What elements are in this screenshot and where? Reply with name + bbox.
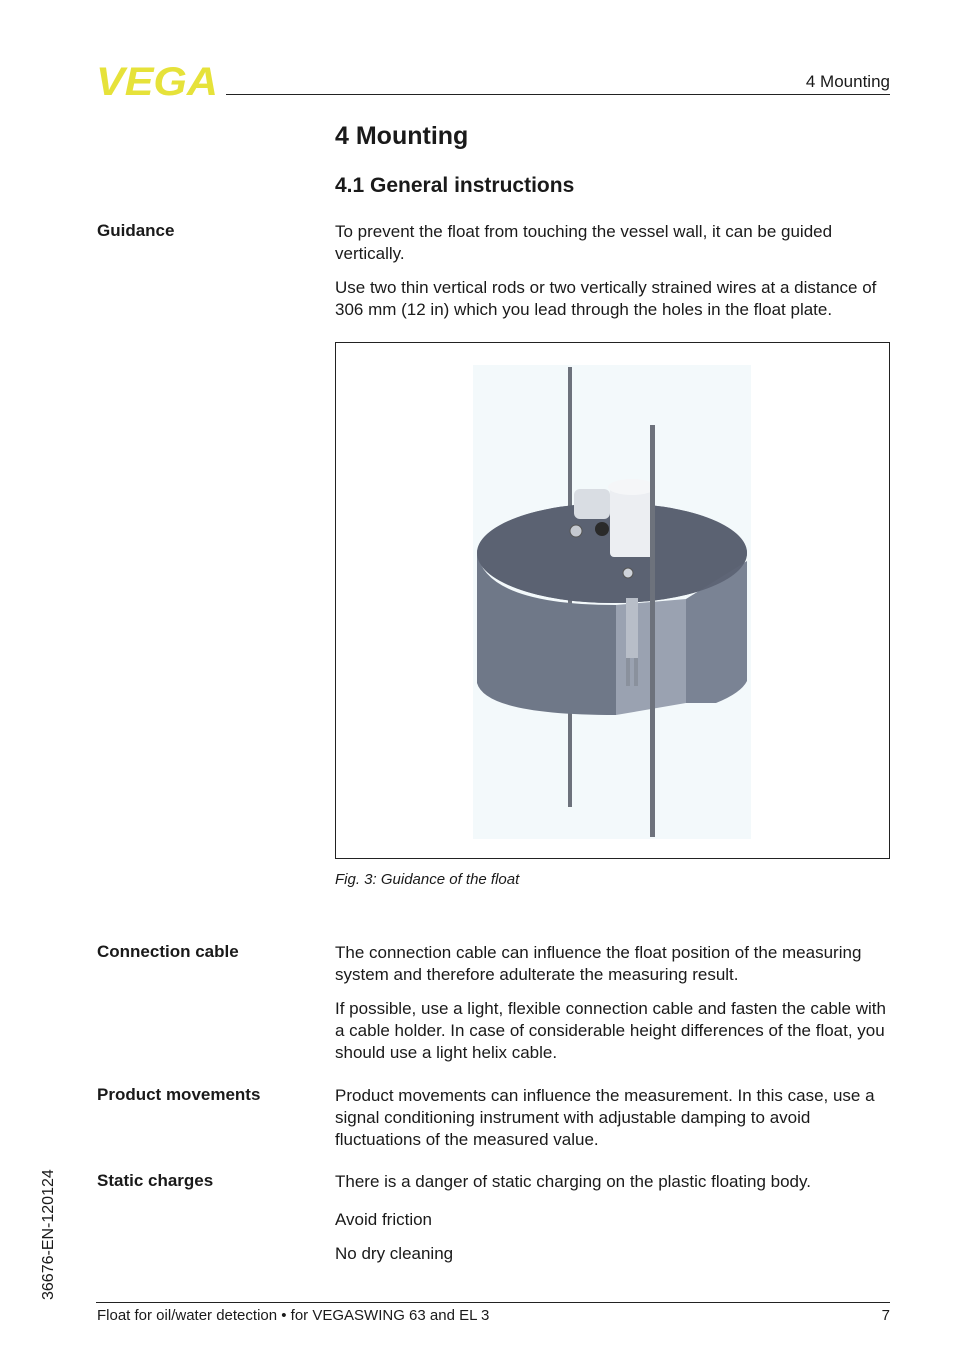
paragraph: Product movements can influence the measurement. In this case, use a signal conditioning instrument with adjustable damping to avoid fluctuations of the measured value. (335, 1086, 875, 1149)
header-rule (226, 94, 890, 95)
paragraph: If possible, use a light, flexible connection cable and fasten the cable with a cable holder. In case of considerable height differences of the float, you should use a light helix cable. (335, 999, 886, 1062)
svg-text:VEGA: VEGA (96, 62, 218, 100)
float-illustration (336, 343, 889, 858)
page-title: 4 Mounting (335, 122, 469, 150)
paragraph: Avoid friction (335, 1210, 433, 1229)
section-title: 4.1 General instructions (335, 174, 575, 197)
paragraph: There is a danger of static charging on the plastic floating body. (335, 1172, 811, 1191)
figure-guidance-float (335, 342, 890, 859)
paragraph: The connection cable can influence the float position of the measuring system and therefore adulterate the measuring result. (335, 943, 862, 984)
page-number: 7 (881, 1307, 890, 1324)
paragraph: To prevent the float from touching the vessel wall, it can be guided vertically. (335, 222, 833, 263)
vega-logo (96, 62, 220, 100)
side-label-product-movements: Product movements (97, 1085, 261, 1104)
side-label-static-charges: Static charges (97, 1171, 214, 1190)
side-label-guidance: Guidance (97, 221, 175, 240)
side-label-connection-cable: Connection cable (97, 942, 239, 961)
header-section-title: 4 Mounting (805, 72, 890, 91)
paragraph: Use two thin vertical rods or two vertically strained wires at a distance of 306 mm (12 in) which you lead through the holes in the float plate. (335, 278, 877, 319)
figure-caption: Fig. 3: Guidance of the float (335, 871, 520, 888)
footer-text: Float for oil/water detection • for VEGASWING 63 and EL 3 (97, 1307, 490, 1324)
footer-rule (96, 1302, 890, 1303)
paragraph: No dry cleaning (335, 1244, 454, 1263)
document-id: 36676-EN-120124 (40, 1169, 57, 1300)
